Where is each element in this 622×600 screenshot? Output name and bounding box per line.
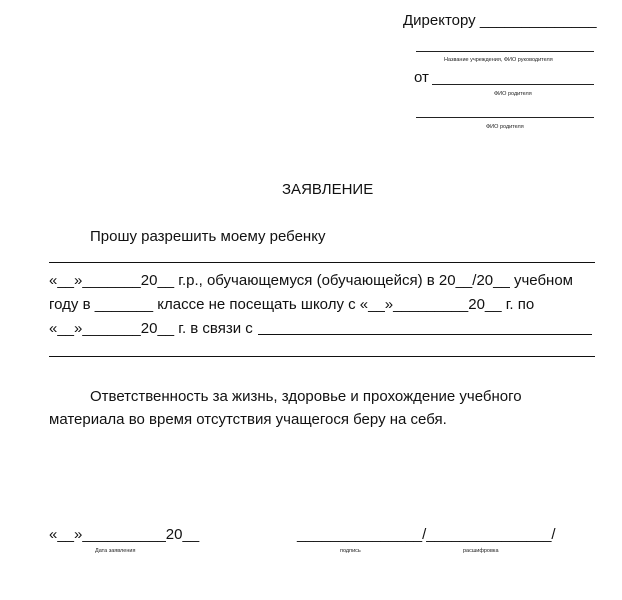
parent-caption-2: ФИО родителя	[486, 124, 524, 130]
document-title: ЗАЯВЛЕНИЕ	[282, 181, 374, 198]
director-line: Директору ______________	[403, 12, 597, 29]
parent-field-line-2[interactable]	[416, 117, 594, 118]
class-period-line: году в _______ классе не посещать школу с «__»_________20__ г. по	[49, 296, 535, 313]
child-name-line[interactable]	[49, 262, 595, 263]
decode-caption: расшифровка	[463, 548, 499, 554]
date-field[interactable]: «__»__________20__	[49, 526, 200, 543]
institution-caption: Название учреждения, ФИО руководителя	[444, 57, 553, 63]
reason-prefix: «__»_______20__ г. в связи с	[49, 320, 253, 337]
reason-line-2[interactable]	[49, 356, 595, 357]
parent-caption-1: ФИО родителя	[494, 91, 532, 97]
institution-field-line[interactable]	[416, 51, 594, 52]
responsibility-line-1: Ответственность за жизнь, здоровье и прохождение учебного	[90, 388, 522, 405]
from-label: от	[414, 69, 429, 86]
responsibility-line-2: материала во время отсутствия учащегося беру на себя.	[49, 411, 447, 428]
signature-field[interactable]: _______________/_______________/	[297, 526, 556, 543]
reason-line-1[interactable]	[258, 334, 592, 335]
date-caption: Дата заявления	[95, 548, 136, 554]
request-line: Прошу разрешить моему ребенку	[90, 228, 326, 245]
birth-date-line: «__»_______20__ г.р., обучающемуся (обучающейся) в 20__/20__ учебном	[49, 272, 573, 289]
signature-caption: подпись	[340, 548, 361, 554]
parent-field-line-1[interactable]	[432, 84, 594, 85]
